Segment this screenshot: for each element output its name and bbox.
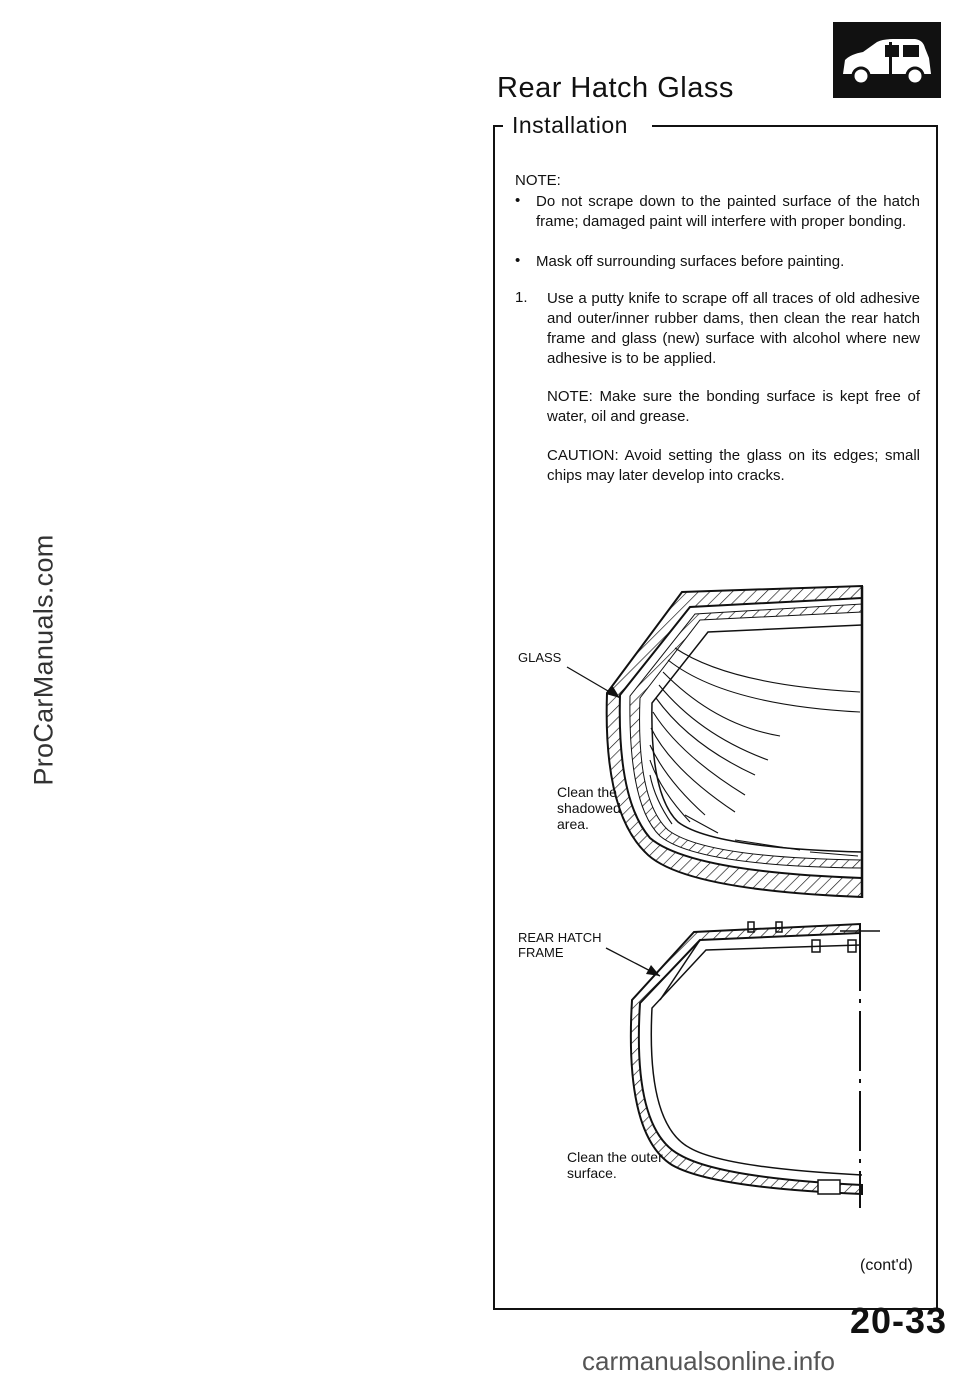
continued-label: (cont'd) bbox=[860, 1257, 913, 1274]
section-title: Installation bbox=[512, 112, 628, 138]
page-number: 20-33 bbox=[850, 1300, 948, 1341]
glass-drawing bbox=[567, 586, 862, 898]
footer-watermark: carmanualsonline.info bbox=[582, 1346, 835, 1376]
step-text: Use a putty knife to scrape off all traces of old adhesive and outer/inner rubber dams, then clean the rear hatch frame and glass (new) surface with alcohol where new adhesive is to be applied. bbox=[547, 290, 920, 367]
note-2: Mask off surrounding surfaces before painting. bbox=[536, 253, 845, 270]
side-watermark: ProCarManuals.com bbox=[28, 534, 59, 786]
rear-hatch-frame-label: REAR HATCH FRAME bbox=[518, 930, 602, 960]
step-note: NOTE: Make sure the bonding surface is kept free of water, oil and grease. bbox=[547, 388, 920, 425]
glass-label: GLASS bbox=[518, 650, 562, 665]
clean-outer-label: Clean the outer surface. bbox=[567, 1149, 663, 1181]
note-label: NOTE: bbox=[515, 172, 561, 189]
step-caution: CAUTION: Avoid setting the glass on its edges; small chips may later develop into cracks. bbox=[547, 447, 920, 484]
step-number: 1. bbox=[515, 289, 528, 306]
bullet-2: • bbox=[515, 252, 521, 269]
clean-shadowed-label: Clean the shadowed area. bbox=[557, 784, 621, 832]
bullet-1: • bbox=[515, 192, 521, 209]
note-1: Do not scrape down to the painted surface of the hatch frame; damaged paint will interfere with proper bonding. bbox=[536, 193, 920, 230]
page-title: Rear Hatch Glass bbox=[497, 72, 734, 104]
